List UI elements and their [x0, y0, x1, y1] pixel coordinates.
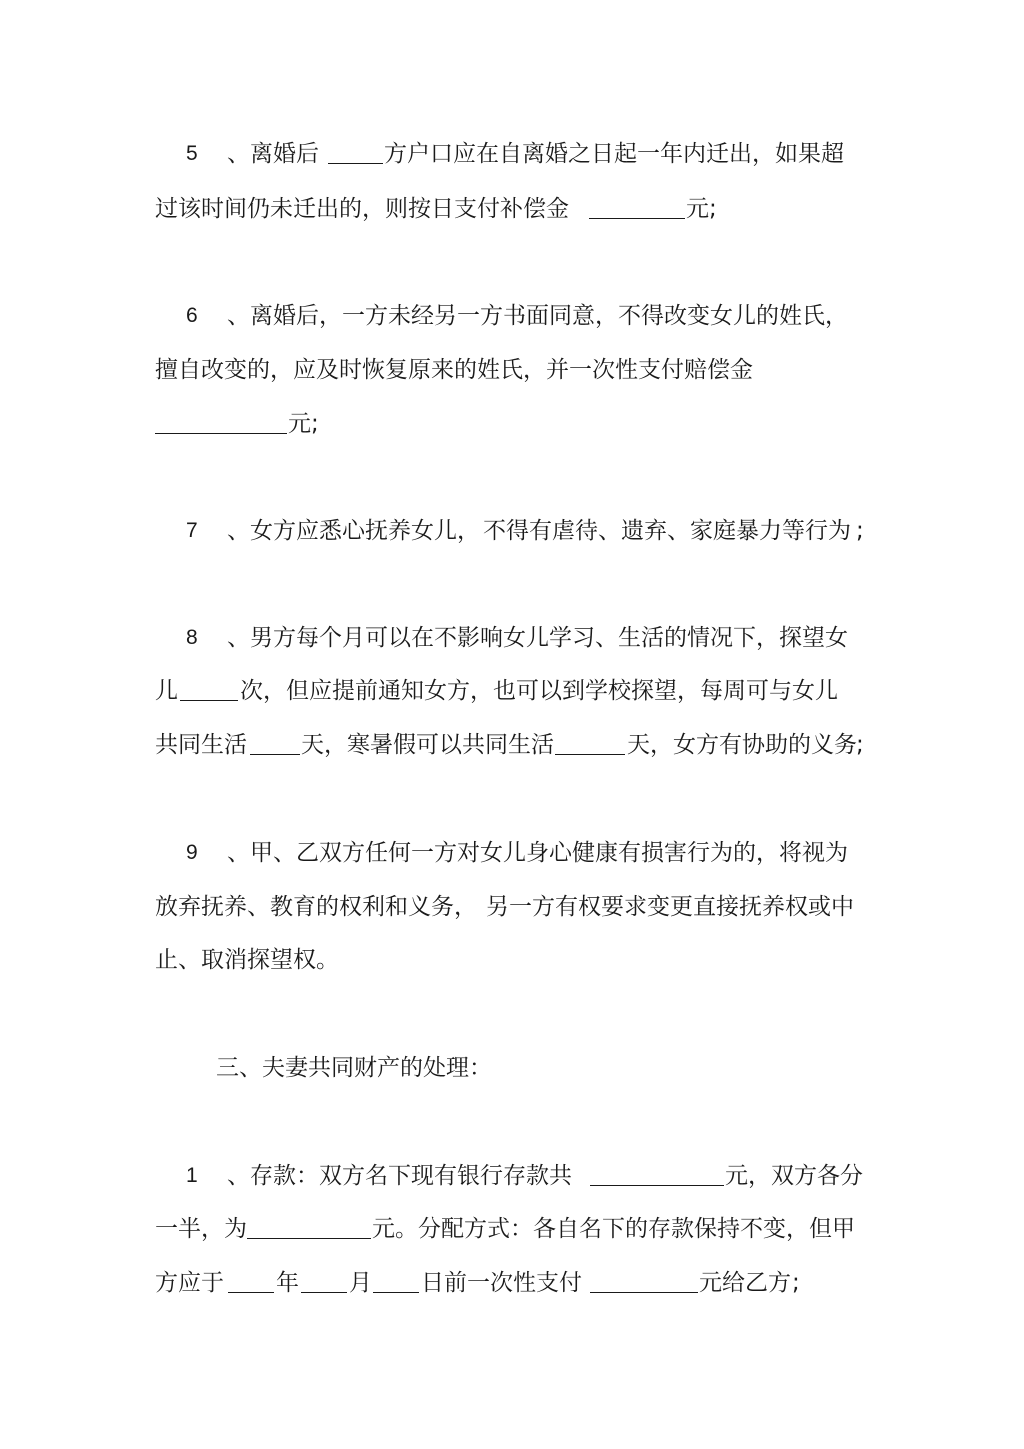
item-text: 另一方有权要求变更直接抚养权或中 — [486, 894, 854, 920]
item-number: 9 — [186, 841, 198, 864]
item-text: 日前一次性支付 — [421, 1270, 582, 1296]
item-text: 元; — [288, 411, 319, 437]
item-number: 6 — [186, 304, 198, 327]
fill-blank[interactable] — [155, 411, 287, 434]
item-number: 8 — [186, 626, 198, 649]
fill-blank[interactable] — [301, 1270, 347, 1293]
item-text: 元。分配方式：各自名下的存款保持不变，但甲 — [372, 1216, 855, 1242]
item-text: 、男方每个月可以在不影响女儿学习、生活的情况下，探望女 — [227, 625, 848, 651]
item-text: 天，女方有协助的义务 — [627, 732, 857, 758]
item-text: 、甲、乙双方任何一方对女儿身心健康有损害行为的，将视为 — [227, 840, 848, 866]
item-text: 不得有虐待、遗弃、家庭暴力等行为 — [483, 518, 851, 544]
item-text: 、离婚后，一方未经另一方书面同意，不得改变女儿的姓氏， — [227, 303, 848, 329]
item-text: 放弃抚养、教育的权利和义务， — [155, 894, 477, 920]
fill-blank[interactable] — [589, 196, 685, 219]
item-number: 5 — [186, 142, 198, 165]
item-text: 擅自改变的，应及时恢复原来的姓氏，并一次性支付赔偿金 — [155, 357, 753, 383]
item-text: 方户口应在自离婚之日起一年内迁出，如果超 — [384, 141, 844, 167]
item-text: 天，寒暑假可以共同生活 — [301, 732, 554, 758]
fill-blank[interactable] — [590, 1270, 698, 1293]
item-text: 、离婚后 — [227, 141, 319, 167]
fill-blank[interactable] — [247, 1216, 371, 1239]
item-number: 7 — [186, 519, 198, 542]
item-text: 儿 — [155, 678, 178, 704]
item-text: 、女方应悉心抚养女儿， — [227, 518, 480, 544]
item-text: 元给乙方 — [699, 1270, 791, 1296]
item-text: 年 — [276, 1270, 299, 1296]
fill-blank[interactable] — [328, 141, 383, 164]
item-text: 、存款：双方名下现有银行存款共 — [227, 1163, 572, 1189]
item-text: ; — [856, 732, 864, 758]
item-number: 1 — [186, 1164, 198, 1187]
fill-blank[interactable] — [180, 678, 238, 701]
item-text: 共同生活 — [155, 732, 247, 758]
fill-blank[interactable] — [555, 732, 625, 755]
item-text: 月 — [349, 1270, 372, 1296]
item-text: 过该时间仍未迁出的，则按日支付补偿金 — [155, 196, 569, 222]
section-heading-text: 三、夫妻共同财产的处理： — [216, 1055, 492, 1081]
fill-blank[interactable] — [228, 1270, 274, 1293]
item-text: 元，双方各分 — [725, 1163, 863, 1189]
item-text: 元; — [686, 196, 717, 222]
item-text: 方应于 — [155, 1270, 224, 1296]
item-text: ; — [792, 1270, 800, 1296]
item-text: 止、取消探望权。 — [155, 947, 339, 973]
fill-blank[interactable] — [590, 1163, 724, 1186]
item-text: ; — [856, 518, 864, 544]
item-text: 次，但应提前通知女方，也可以到学校探望，每周可与女儿 — [240, 678, 838, 704]
item-text: 一半，为 — [155, 1216, 247, 1242]
fill-blank[interactable] — [373, 1270, 419, 1293]
fill-blank[interactable] — [250, 732, 300, 755]
